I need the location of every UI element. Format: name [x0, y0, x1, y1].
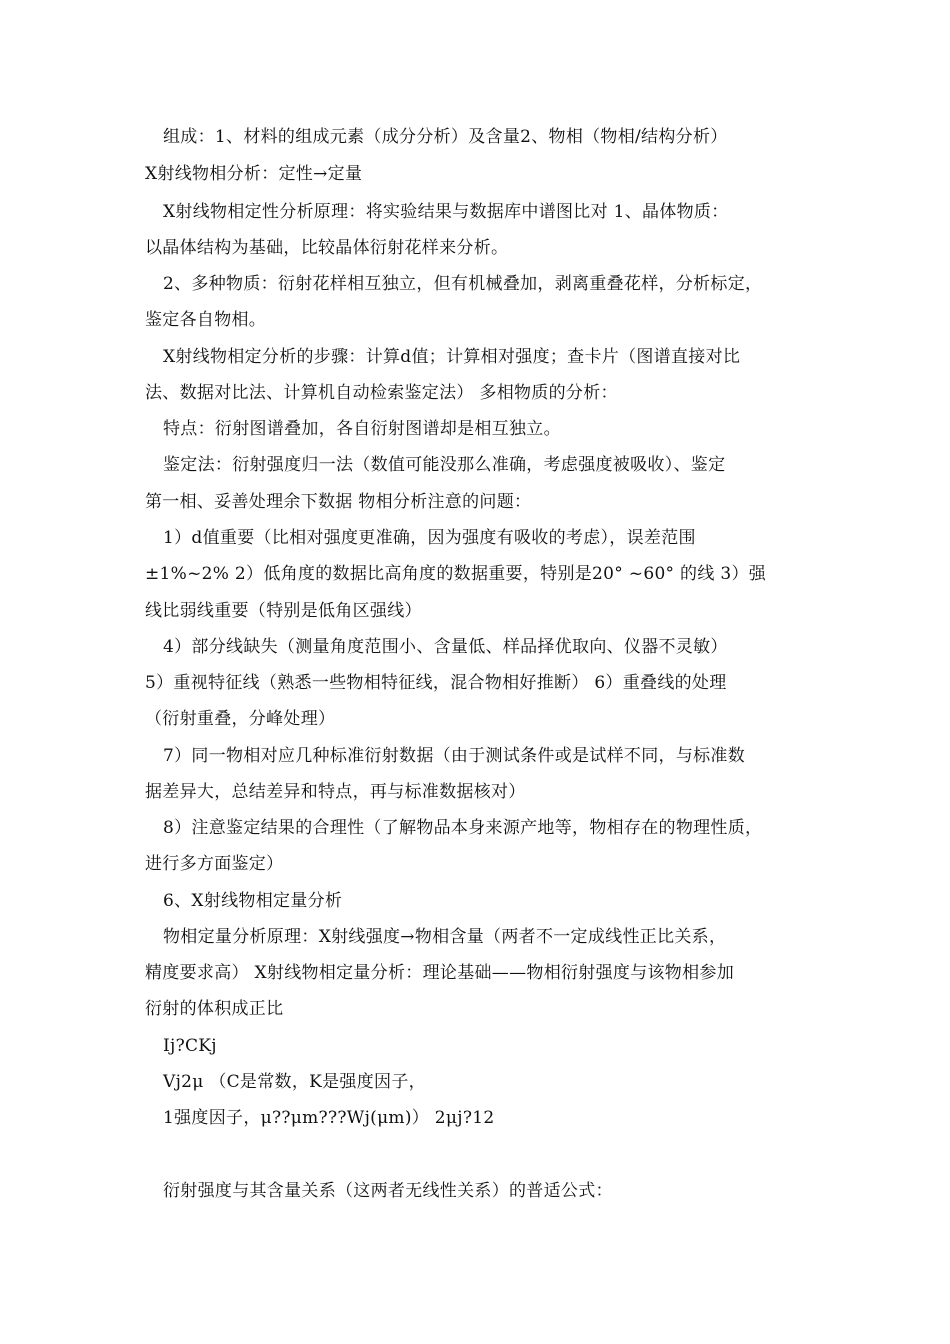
text-line: 鉴定各自物相。	[145, 310, 267, 330]
text-line: 鉴定法：衍射强度归一法（数值可能没那么准确，考虑强度被吸收）、鉴定	[163, 455, 726, 475]
text-line: 物相定量分析原理：X射线强度→物相含量（两者不一定成线性正比关系，	[163, 927, 727, 947]
text-line: 进行多方面鉴定）	[145, 854, 284, 874]
text-line: ±1%~2% 2）低角度的数据比高角度的数据重要，特别是20° ~60° 的线 3）强	[145, 564, 767, 584]
text-line: 第一相、妥善处理余下数据 物相分析注意的问题：	[145, 492, 532, 512]
text-line: 衍射的体积成正比	[145, 999, 284, 1019]
text-line: 6、X射线物相定量分析	[163, 891, 343, 911]
text-line: 精度要求高） X射线物相定量分析：理论基础——物相衍射强度与该物相参加	[145, 963, 735, 983]
text-line: 特点：衍射图谱叠加，各自衍射图谱却是相互独立。	[163, 419, 561, 439]
text-line: 4）部分线缺失（测量角度范围小、含量低、样品择优取向、仪器不灵敏）	[163, 637, 728, 657]
text-line: 8）注意鉴定结果的合理性（了解物品本身来源产地等，物相存在的物理性质，	[163, 818, 763, 838]
text-line: 法、数据对比法、计算机自动检索鉴定法） 多相物质的分析：	[145, 383, 618, 403]
text-line: 2、多种物质：衍射花样相互独立，但有机械叠加，剥离重叠花样，分析标定，	[163, 274, 763, 294]
text-line: 线比弱线重要（特别是低角区强线）	[145, 601, 422, 621]
formula-line: Vj2μ （C是常数，K是强度因子，	[163, 1072, 426, 1092]
text-line: 组成：1、材料的组成元素（成分分析）及含量2、物相（物相/结构分析）	[163, 127, 728, 147]
text-line: 5）重视特征线（熟悉一些物相特征线，混合物相好推断） 6）重叠线的处理	[145, 673, 727, 693]
formula-line: 1强度因子，μ??μm???Wj(μm)） 2μj?12	[163, 1108, 495, 1128]
text-line: X射线物相定性分析原理：将实验结果与数据库中谱图比对 1、晶体物质：	[163, 202, 729, 222]
text-line: 1）d值重要（比相对强度更准确，因为强度有吸收的考虑），误差范围	[163, 528, 696, 548]
formula-line: Ij?CKj	[163, 1036, 217, 1056]
text-line: X射线物相分析：定性→定量	[145, 164, 363, 184]
text-line: 据差异大，总结差异和特点，再与标准数据核对）	[145, 782, 526, 802]
text-line: X射线物相定分析的步骤：计算d值；计算相对强度；查卡片（图谱直接对比	[163, 347, 741, 367]
text-line: 7）同一物相对应几种标准衍射数据（由于测试条件或是试样不同，与标准数	[163, 746, 746, 766]
text-line: 衍射强度与其含量关系（这两者无线性关系）的普适公式：	[163, 1181, 613, 1201]
text-line: 以晶体结构为基础，比较晶体衍射花样来分析。	[145, 238, 509, 258]
text-line: （衍射重叠，分峰处理）	[145, 709, 336, 729]
